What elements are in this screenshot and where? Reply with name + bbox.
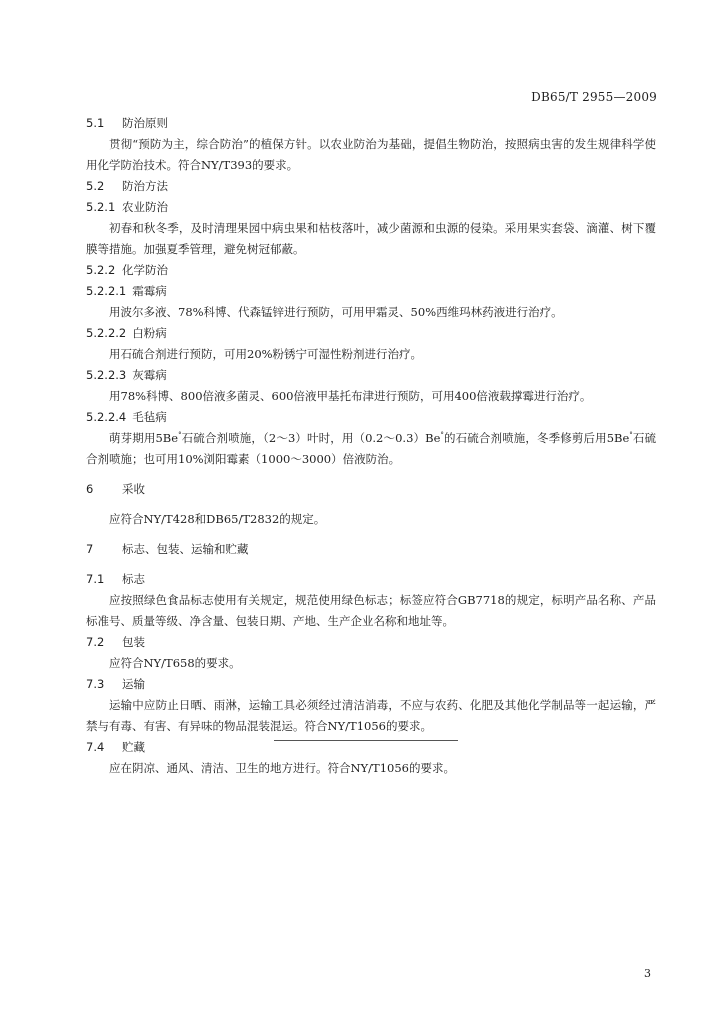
paragraph-5-2-2-1: 用波尔多液、78%科博、代森锰锌进行预防，可用甲霜灵、50%西维玛林药液进行治疗。 <box>109 305 563 319</box>
heading-number: 5.2 <box>86 179 105 193</box>
heading-title: 白粉病 <box>132 326 167 340</box>
heading-5-2 <box>86 176 656 197</box>
heading-title: 采收 <box>122 482 145 496</box>
heading-title: 贮藏 <box>122 740 145 754</box>
heading-5-2-2-2 <box>86 323 656 344</box>
text-run: 萌芽期用5Be <box>109 431 179 445</box>
page-number: 3 <box>644 967 651 980</box>
heading-title: 防治原则 <box>122 116 168 130</box>
heading-number: 5.2.2.1 <box>86 284 127 298</box>
heading-title: 农业防治 <box>122 200 168 214</box>
heading-title: 运输 <box>122 677 145 691</box>
heading-7-3 <box>86 674 656 695</box>
degree-superscript: ° <box>178 431 182 440</box>
paragraph-5-2-2-3: 用78%科博、800倍液多菌灵、600倍液甲基托布津进行预防，可用400倍液载撑霉进行治疗。 <box>109 389 592 403</box>
text-run: 石硫合剂喷施，（2～3）叶时，用（0.2～0.3）Be <box>181 431 441 445</box>
heading-number: 7.1 <box>86 572 105 586</box>
heading-number: 5.2.2 <box>86 263 116 277</box>
heading-7-2 <box>86 632 656 653</box>
paragraph-5-1: 贯彻“预防为主，综合防治”的植保方针。以农业防治为基础，提倡生物防治，按照病虫害的发生规律科学使用化学防治技术。符合NY/T393的要求。 <box>86 137 656 172</box>
heading-title: 包装 <box>122 635 145 649</box>
document-body <box>86 113 656 779</box>
paragraph-7-4: 应在阴凉、通风、清洁、卫生的地方进行。符合NY/T1056的要求。 <box>109 761 455 775</box>
end-of-document-rule <box>274 740 458 741</box>
paragraph-5-2-2-2: 用石硫合剂进行预防，可用20%粉锈宁可湿性粉剂进行治疗。 <box>109 347 423 361</box>
heading-title: 防治方法 <box>122 179 168 193</box>
heading-number: 5.1 <box>86 116 105 130</box>
heading-number: 7 <box>86 542 94 556</box>
heading-number: 5.2.2.4 <box>86 410 127 424</box>
heading-number: 7.4 <box>86 740 105 754</box>
heading-5-2-2-4 <box>86 407 656 428</box>
heading-title: 化学防治 <box>122 263 168 277</box>
heading-7 <box>86 539 656 560</box>
heading-6 <box>86 479 656 500</box>
paragraph-7-3: 运输中应防止日晒、雨淋，运输工具必须经过清洁消毒，不应与农药、化肥及其他化学制品等一起运输，严禁与有毒、有害、有异味的物品混装混运。符合NY/T1056的要求。 <box>86 698 656 733</box>
heading-title: 灰霉病 <box>132 368 167 382</box>
text-run: 的石硫合剂喷施，冬季修剪后用5Be <box>443 431 630 445</box>
heading-number: 7.3 <box>86 677 105 691</box>
text-run: 石硫合剂喷施；也可用10%浏阳霉素（1000～3000）倍液防治。 <box>86 431 657 466</box>
heading-5-2-2 <box>86 260 656 281</box>
heading-title: 毛毡病 <box>132 410 167 424</box>
degree-superscript: ° <box>629 431 633 440</box>
standard-code: DB65/T 2955—2009 <box>531 90 657 104</box>
heading-number: 5.2.1 <box>86 200 116 214</box>
heading-title: 霜霉病 <box>132 284 167 298</box>
heading-7-1 <box>86 569 656 590</box>
heading-number: 5.2.2.2 <box>86 326 127 340</box>
heading-number: 6 <box>86 482 94 496</box>
paragraph-6: 应符合NY/T428和DB65/T2832的规定。 <box>109 512 326 526</box>
heading-5-1 <box>86 113 656 134</box>
heading-number: 5.2.2.3 <box>86 368 127 382</box>
paragraph-7-2: 应符合NY/T658的要求。 <box>109 656 241 670</box>
paragraph-5-2-1: 初春和秋冬季，及时清理果园中病虫果和枯枝落叶，减少菌源和虫源的侵染。采用果实套袋、滴灌、树下覆膜等措施。加强夏季管理，避免树冠郁蔽。 <box>86 221 656 256</box>
heading-title: 标志 <box>122 572 145 586</box>
heading-5-2-1 <box>86 197 656 218</box>
paragraph-7-1: 应按照绿色食品标志使用有关规定，规范使用绿色标志；标签应符合GB7718的规定，标明产品名称、产品标准号、质量等级、净含量、包装日期、产地、生产企业名称和地址等。 <box>86 593 656 628</box>
paragraph-5-2-2-4 <box>86 428 656 470</box>
heading-5-2-2-1 <box>86 281 656 302</box>
heading-number: 7.2 <box>86 635 105 649</box>
heading-5-2-2-3 <box>86 365 656 386</box>
degree-superscript: ° <box>440 431 444 440</box>
heading-title: 标志、包装、运输和贮藏 <box>122 542 249 556</box>
